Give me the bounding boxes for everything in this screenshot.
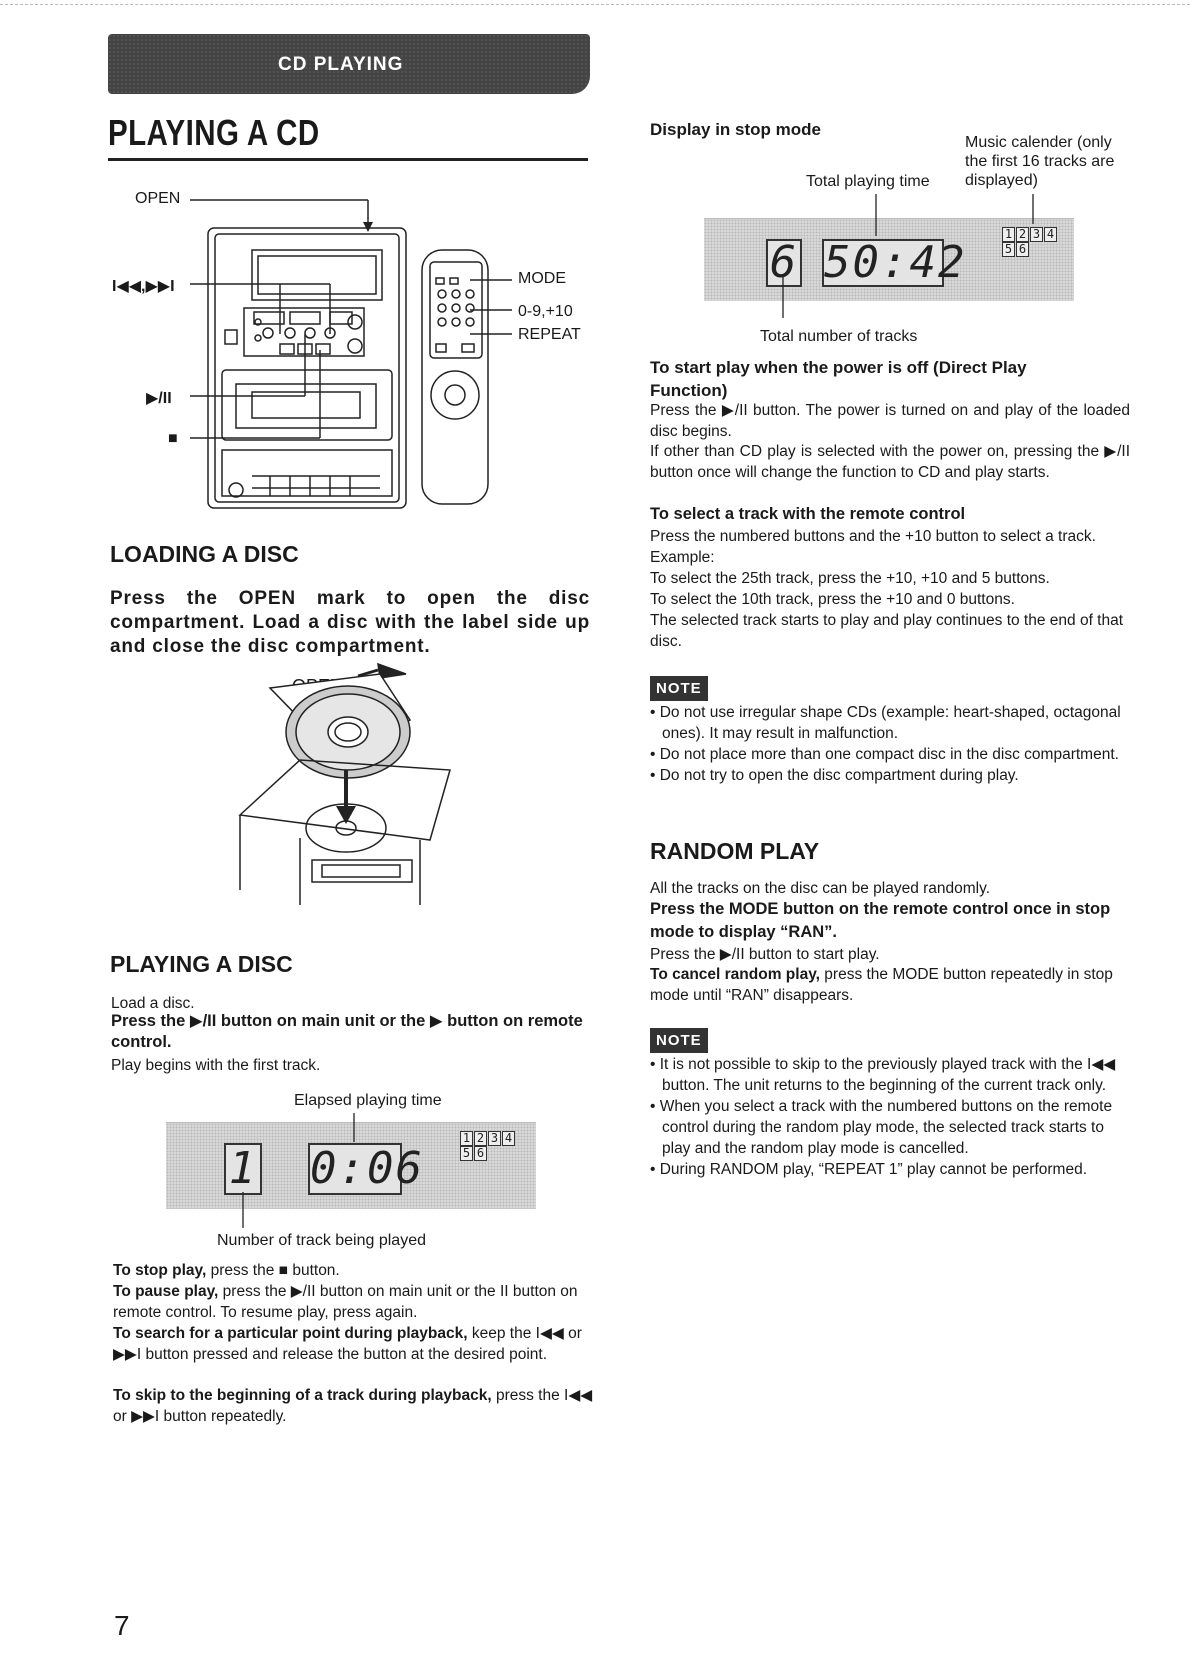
calendar-cell: 5 <box>460 1146 473 1161</box>
track-number-label: Number of track being played <box>217 1232 426 1249</box>
note1-item: • Do not try to open the disc compartment during play. <box>650 767 1019 784</box>
select-track-heading: To select a track with the remote control <box>650 505 966 523</box>
elapsed-label: Elapsed playing time <box>294 1092 442 1109</box>
note-badge: NOTE <box>650 676 708 701</box>
stop-label: ■ <box>168 430 178 447</box>
pause-play-text <box>113 1281 593 1323</box>
mode-label: MODE <box>518 270 566 287</box>
note1-item: • Do not place more than one compact disc in the disc compartment. <box>650 746 1119 763</box>
calendar-cell: 3 <box>1030 227 1043 242</box>
page-title: PLAYING A CD <box>108 112 320 153</box>
repeat-label: REPEAT <box>518 326 581 343</box>
direct-play-p2: If other than CD play is selected with the power on, pressing the ▶/II button once will change the function to CD and play starts. <box>650 443 1130 481</box>
select-track-p1: Press the numbered buttons and the +10 button to select a track. <box>650 528 1096 545</box>
pause-play-body: press the ▶/II button on main unit or the II button on remote control. To resume play, press again. <box>113 1283 578 1321</box>
numbers-label: 0-9,+10 <box>518 303 573 320</box>
lcd-total-tracks: 6 <box>766 239 802 287</box>
select-track-p4: To select the 10th track, press the +10 and 0 buttons. <box>650 591 1015 608</box>
total-time-label: Total playing time <box>806 173 930 190</box>
note2-item: • It is not possible to skip to the previously played track with the I◀◀ button. The unit returns to the beginning of the current track only. <box>650 1056 1116 1094</box>
playing-line1: Load a disc. <box>111 995 195 1012</box>
random-p2: Press the MODE button on the remote control once in stop mode to display “RAN”. <box>650 900 1111 941</box>
direct-play-heading: To start play when the power is off (Direct Play Function) <box>650 358 1027 400</box>
loading-heading: LOADING A DISC <box>110 541 299 567</box>
note1-item: • Do not use irregular shape CDs (example: heart-shaped, octagonal ones). It may result in malfunction. <box>650 704 1121 742</box>
skip-text <box>113 1385 593 1427</box>
pause-play-lead: To pause play, <box>113 1283 219 1300</box>
random-p1: All the tracks on the disc can be played randomly. <box>650 880 991 897</box>
calendar-cell: 6 <box>1016 242 1029 257</box>
stop-play-lead: To stop play, <box>113 1262 207 1279</box>
skip-label: I◀◀,▶▶I <box>112 278 175 295</box>
calendar-label: Music calender (only the first 16 tracks are displayed) <box>965 134 1115 189</box>
direct-play-p1: Press the ▶/II button. The power is turned on and play of the loaded disc begins. <box>650 402 1130 440</box>
select-track-p5: The selected track starts to play and play continues to the end of that disc. <box>650 612 1124 650</box>
calendar-cell: 2 <box>474 1131 487 1146</box>
note1-list <box>650 702 1135 786</box>
calendar-cell: 4 <box>1044 227 1057 242</box>
calendar-cell: 4 <box>502 1131 515 1146</box>
search-lead: To search for a particular point during playback, <box>113 1325 468 1342</box>
stop-play-body: press the ■ button. <box>206 1262 340 1279</box>
select-track-p2: Example: <box>650 549 715 566</box>
page-number: 7 <box>114 1610 130 1641</box>
open-label: OPEN <box>135 190 181 207</box>
loading-instruction: Press the OPEN mark to open the disc compartment. Load a disc with the label side up and close the disc compartment. <box>110 588 590 657</box>
calendar-cell: 5 <box>1002 242 1015 257</box>
note-badge-2: NOTE <box>650 1028 708 1053</box>
calendar-cell: 3 <box>488 1131 501 1146</box>
search-text <box>113 1323 593 1365</box>
note2-item: • During RANDOM play, “REPEAT 1” play cannot be performed. <box>650 1161 1088 1178</box>
lcd-total-time: 50:42 <box>824 237 967 288</box>
lcd-track-number: 1 <box>224 1143 262 1195</box>
calendar-cell: 1 <box>1002 227 1015 242</box>
random-heading: RANDOM PLAY <box>650 838 820 864</box>
skip-lead: To skip to the beginning of a track during playback, <box>113 1387 492 1404</box>
calendar-cell: 6 <box>474 1146 487 1161</box>
calendar-cell: 1 <box>460 1131 473 1146</box>
banner-title: CD PLAYING <box>278 54 404 75</box>
skip-body: press the I◀◀ or ▶▶I button repeatedly. <box>113 1387 593 1425</box>
stop-lcd-leaders <box>600 190 1080 330</box>
note2-list <box>650 1054 1135 1180</box>
note2-item: • When you select a track with the numbered buttons on the remote control during the random play mode, the selected track starts to play and the random play mode is cancelled. <box>650 1098 1113 1157</box>
playing-line3: Play begins with the first track. <box>111 1057 321 1074</box>
select-track-p3: To select the 25th track, press the +10, +10 and 5 buttons. <box>650 570 1050 587</box>
stop-play-text <box>113 1260 593 1281</box>
lcd-elapsed-time: 0:06 <box>310 1143 424 1194</box>
stop-display-heading: Display in stop mode <box>650 120 821 139</box>
playing-line2: Press the ▶/II button on main unit or the ▶ button on remote control. <box>111 1012 583 1051</box>
random-p4-lead: To cancel random play, <box>650 966 820 983</box>
random-p3: Press the ▶/II button to start play. <box>650 946 880 963</box>
playing-heading: PLAYING A DISC <box>110 951 293 977</box>
random-p4-body: press the MODE button repeatedly in stop mode until “RAN” disappears. <box>650 966 1113 1004</box>
play-lcd-leaders <box>0 0 600 1240</box>
play-pause-label: ▶/II <box>146 390 172 407</box>
total-tracks-label: Total number of tracks <box>760 328 918 345</box>
random-p4 <box>650 964 1135 1006</box>
search-body: keep the I◀◀ or ▶▶I button pressed and release the button at the desired point. <box>113 1325 582 1363</box>
calendar-cell: 2 <box>1016 227 1029 242</box>
